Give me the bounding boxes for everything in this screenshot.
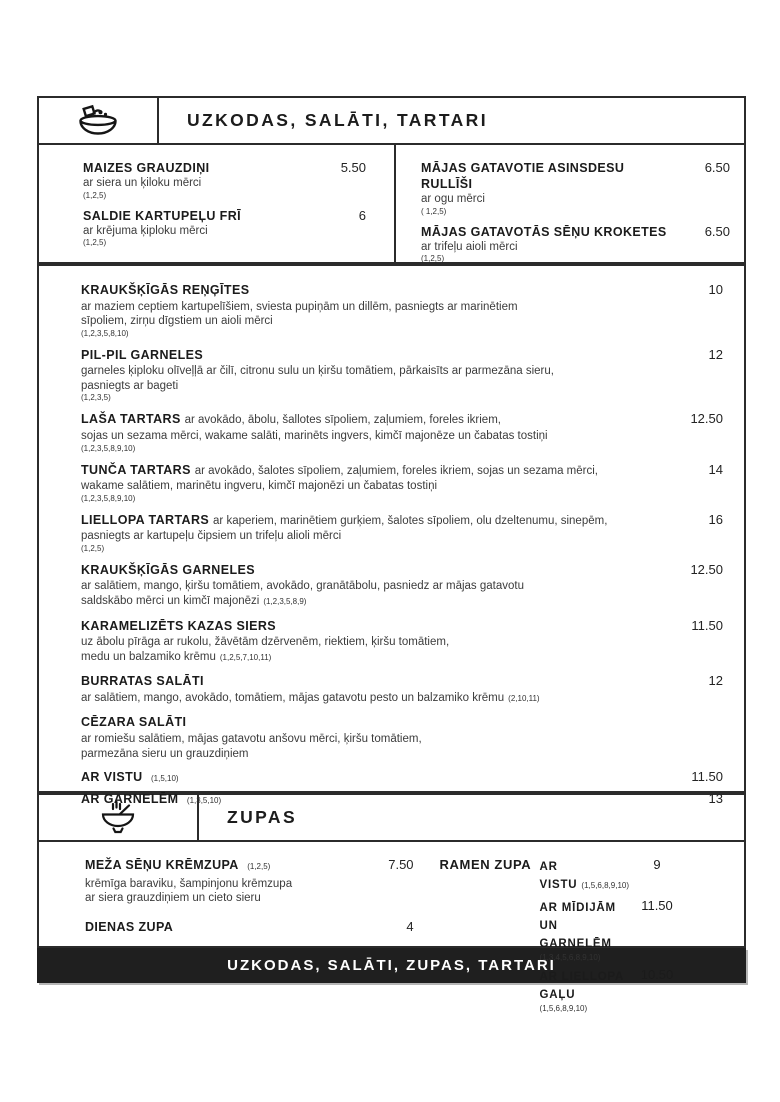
starters-right-column [396,145,744,262]
variant-price: 9 [653,857,661,872]
item-description: ar salātiem, mango, avokādo, tomātiem, mājas gatavotu pesto un balzamiko krēmu (2,10,11) [81,691,540,704]
variant-price: 11.50 [691,769,723,785]
soup-bowl-icon [39,795,199,840]
item-name: MAIZES GRAUZDIŅI [83,161,210,175]
ramen-group [439,857,723,1013]
item-allergens: (1,2,5) [83,190,107,200]
item-name: TUNČA TARTARS [81,462,195,477]
variant-name: AR VISTU [539,861,578,891]
item-name: BURRATAS SALĀTI [81,674,204,689]
item-price: 5.50 [340,160,366,175]
starters-title-cell [159,98,744,143]
item-allergens: (1,2,3,5,8,9) [263,597,307,607]
item-description: wakame salātiem, marinētu ingveru, kimčī majonēzi un čabatas tostiņi [81,480,438,493]
item-description: uz ābolu pīrāga ar rukolu, žāvētām dzērvenēm, riektiem, ķiršu tomātiem, medu un balzamiko krēmu (1,2,5,7,10,11) [81,636,450,663]
variant-allergens: (1,3,4,5,6,8,9,10) [539,953,601,962]
item-allergens: (1,2,5,7,10,11) [219,652,272,662]
menu-item [81,512,723,554]
item-allergens: (2,10,11) [508,693,540,703]
item-price: 12 [708,673,723,689]
item-allergens: (1,2,3,5,8,10) [81,328,129,338]
menu-item [85,857,414,906]
menu-item [81,411,723,453]
soups-left-column [85,857,414,946]
item-name: LIELLOPA TARTARS [81,512,214,527]
item-description: ar siera un ķiloku mērci [83,177,202,189]
item-price: 12.50 [690,411,723,427]
item-description-inline: ar kaperiem, marinētiem gurķiem, šalotes sīpoliem, olu dzeltenumu, sinepēm, [213,514,608,527]
item-price: 16 [708,511,723,527]
variant-name: AR MĪDIJĀM UN GARNELĒM [539,902,616,950]
variant-allergens: (1,3,5,10) [186,795,222,805]
starters-section-title: UZKODAS, SALĀTI, TARTARI [187,110,488,130]
variant-price: 10.50 [640,967,674,982]
variant-price: 13 [708,790,723,806]
item-price: 14 [708,461,723,477]
item-name: MĀJAS GATAVOTIE ASINSDESU RULLĪŠI [421,161,625,191]
menu-column [37,96,746,1013]
salad-bowl-icon [39,98,159,143]
menu-item [81,618,723,666]
item-description: ar trifeļu aioli mērci [421,240,518,253]
ramen-label: RAMEN ZUPA [439,857,532,872]
variant-allergens: (1,5,10) [151,774,179,784]
menu-item [81,462,723,504]
item-description-inline: ar avokādo, ābolu, šallotes sīpoliem, zaļumiem, foreles ikriem, [184,414,501,427]
soups-section-header [37,790,746,842]
item-name: MEŽA SĒŅU KRĒMZUPA [85,858,239,872]
item-name: CĒZARA SALĀTI [81,715,187,730]
item-price: 6.50 [704,223,730,239]
menu-item [85,919,414,937]
item-description: ar ogu mērci [421,193,485,205]
item-price: 6 [358,207,366,223]
item-name: KRAUKŠĶĪGĀS REŅĢĪTES [81,283,250,297]
item-allergens: (1,2,3,5) [81,393,111,403]
item-price: 4 [406,918,414,934]
menu-item-variant [540,898,685,962]
item-allergens: (1,2,5) [83,238,107,248]
menu-item-variant [81,769,723,788]
soups-title-cell [199,795,744,840]
item-allergens: (1,2,5) [247,862,271,871]
item-name: PIL-PIL GARNELES [81,347,204,362]
variant-allergens: (1,5,6,8,9,10) [539,1004,588,1013]
starters-two-column-box [37,143,746,264]
menu-item-variant [540,857,685,893]
item-price: 6.50 [704,160,730,175]
item-description: ar romiešu salātiem, mājas gatavotu anšovu mērci, ķiršu tomātiem, parmezāna sieru un grauzdiņiem [81,732,422,760]
item-allergens: (1,2,5) [421,254,445,264]
item-name: SALDIE KARTUPEĻU FRĪ [83,208,241,223]
item-name: KARAMELIZĒTS KAZAS SIERS [81,618,277,633]
item-description: ar maziem ceptiem kartupelīšiem, sviesta pupiņām un dillēm, pasniegts ar marinētiem sīpoliem, zirņu dīgstiem un aioli mērci [81,300,518,328]
item-price: 12.50 [690,561,723,577]
item-price: 10 [708,282,723,297]
item-description: sojas un sezama mērci, wakame salāti, marinēts ingvers, kimčī majonēze un čabatas tostiņi [81,429,548,442]
item-price: 11.50 [691,617,723,633]
starters-main-list-box [37,264,746,806]
item-name: LAŠA TARTARS [81,412,185,427]
ramen-variants [539,857,723,1013]
variant-name: AR GARNELĒM [81,791,179,806]
variant-allergens: (1,5,6,8,9,10) [581,881,630,890]
footer-title: UZKODAS, SALĀTI, ZUPAS, TARTARI [227,957,556,974]
item-name: DIENAS ZUPA [85,919,174,934]
menu-item [81,714,723,761]
menu-item [81,347,723,404]
menu-item [81,282,723,339]
item-description-inline: ar avokādo, šalotes sīpoliem, zaļumiem, foreles ikriem, sojas un sezama mērci, [194,464,598,477]
item-description: ar salātiem, mango, ķiršu tomātiem, avokādo, granātābolu, pasniedz ar mājas gatavotu saldskābo mērci un kimčī majonēzi (1,2,3,5,8,9) [81,580,524,608]
menu-item [421,224,730,265]
menu-item [81,562,723,610]
item-description: ar krējuma ķiploku mērci [83,224,208,237]
variant-name: AR VISTU [81,770,143,785]
menu-item [83,208,366,249]
soups-section-title: ZUPAS [227,807,298,827]
item-description: garneles ķiploku olīveļļā ar čilī, citronu sulu un ķiršu tomātiem, pārkaisīts ar parmezāna sieru, pasniegts ar bageti [81,365,554,392]
item-name: KRAUKŠĶĪGĀS GARNELES [81,562,255,577]
variant-name: AR LIELLOPA GAĻU [539,971,624,1001]
menu-item [83,160,366,201]
item-name: MĀJAS GATAVOTĀS SĒŅU KROKETES [421,224,667,239]
item-description: pasniegts ar kartupeļu čipsiem un trifeļu alioli mērci [81,530,342,543]
item-price: 7.50 [388,857,414,872]
starters-section-header [37,96,746,145]
menu-item-variant [540,967,685,1013]
item-description: krēmīga baraviku, šampinjonu krēmzupa ar siera grauzdiņiem un cieto sieru [85,877,293,905]
item-allergens: ( 1,2,5) [421,206,447,216]
item-allergens: (1,2,5) [81,543,105,553]
starters-left-column [39,145,396,262]
menu-item [421,160,730,217]
item-allergens: (1,2,3,5,8,9,10) [81,443,136,453]
menu-item [81,673,723,706]
variant-price: 11.50 [641,898,673,913]
item-price: 12 [708,346,723,362]
item-allergens: (1,2,3,5,8,9,10) [81,493,136,503]
